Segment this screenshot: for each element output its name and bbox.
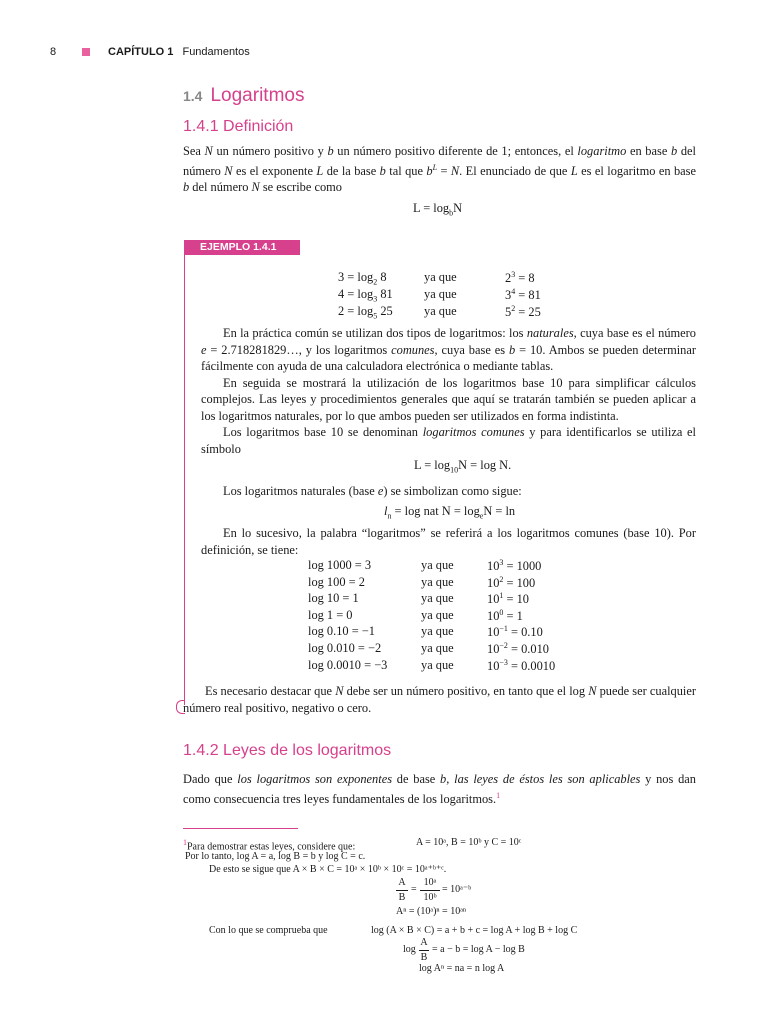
footnote-line-7-log: log [403, 944, 416, 955]
footnote-line-6-right: log (A × B × C) = a + b + c = log A + log B + log C [371, 925, 578, 936]
footnote-line-6: Con lo que se comprueba que [209, 925, 328, 936]
log-row-power: $10^2 = 100$ [487, 574, 536, 590]
log-row-power: $10^1 = 10$ [487, 591, 529, 607]
sucesivo-paragraph: En lo sucesivo, la palabra “logaritmos” se referirá a los logaritmos comunes (base 10). Por definición, se tiene: [201, 526, 696, 557]
chapter-title: Fundamentos [182, 46, 250, 58]
subsection-title: Definición [223, 118, 294, 135]
example-badge: EJEMPLO 1.4.1 [184, 240, 300, 255]
log-row-lhs: log 0.0010 = −3 [308, 657, 388, 672]
subsection2-number: 1.4.2 [183, 742, 219, 759]
footnote-line-2: Por lo tanto, log A = a, log B = b y log C = c. [185, 851, 366, 862]
section-title: Logaritmos [210, 85, 305, 106]
log-row-power: $10^{-1} = 0.10$ [487, 624, 543, 640]
example-row-yaque: ya que [424, 287, 457, 301]
log-row-yaque: ya que [421, 607, 454, 622]
log-row-lhs: log 0.10 = −1 [308, 624, 375, 639]
footnote-line-1-right: A = 10ᵃ, B = 10ᵇ y C = 10ᶜ [416, 837, 522, 848]
laws-paragraph: Dado que los logaritmos son exponentes de base b, las leyes de éstos les son aplicables y nos dan como consecuencia tres leyes fundamentales de los logaritmos.$^1$ [183, 772, 696, 806]
log-row-yaque: ya que [421, 558, 454, 572]
footnote-line-5: Aⁿ = (10ᵃ)ⁿ = 10ᵃⁿ [396, 906, 467, 917]
footnote-fraction-ab: A B [396, 876, 408, 905]
definition-formula: $L = \log_bN$ [413, 201, 463, 218]
common-log-formula: $L = \log_{10}N = \log N$. [414, 458, 512, 475]
example-row-power: $5^2 = 25$ [505, 304, 541, 320]
header-square-icon [82, 48, 90, 56]
natural-log-formula: $l_n = \log$ nat $N = \log_eN = \ln$ [384, 504, 516, 521]
log-row-yaque: ya que [421, 591, 454, 606]
log-row-lhs: log 1000 = 3 [308, 558, 372, 572]
example-row-lhs: $4 = \log_3 81$ [338, 287, 393, 304]
footnote-line-8: log Aⁿ = na = n log A [419, 963, 505, 974]
base10-paragraph: En seguida se mostrará la utilización de los logaritmos base 10 para simplificar cálculos complejos. Las leyes y procedimientos generales que aquí se tratarán también se pueden aplicar a los logaritmos naturales, por lo que ambos pueden ser utilizados en forma indistinta. [201, 375, 696, 423]
footnote-rule [183, 828, 298, 829]
subsection-heading-1 [183, 118, 293, 136]
log-row-power: $10^0 = 1$ [487, 607, 523, 623]
definition-paragraph: Sea N un número positivo y b un número positivo diferente de 1; entonces, el logaritmo en base b del número N es el exponente L de la base b tal que $b^L = N$. El enunciado de que L es el logaritmo en base b del número N se escribe como [183, 144, 696, 195]
subsection-number: 1.4.1 [183, 118, 219, 135]
practice-paragraph: En la práctica común se utilizan dos tipos de logaritmos: los naturales, cuya base es el número e = 2.718281829…, y los logaritmos comunes, cuya base es b = 10. Ambos se pueden determinar fácilmente con ayuda de una calculadora electrónica o mediante tablas. En seguida se mostrará la utilización de los logaritmos base 10 para simplificar cálculos complejos. Las leyes y procedimientos generales que aquí se tratarán también se pueden aplicar a los logaritmos naturales, por lo que ambos pueden ser utilizados en forma indistinta. Los logaritmos base 10 se denominan logaritmos comunes y para identificarlos se utiliza el símbolo [201, 326, 697, 456]
subsection2-title: Leyes de los logaritmos [223, 742, 392, 759]
footnote-fraction-ab-2: A B [420, 937, 428, 963]
example-row-yaque: ya que [424, 304, 457, 318]
log-row-power: $10^{-2} = 0.010$ [487, 641, 549, 657]
log-row-yaque: ya que [421, 657, 454, 672]
log-row-lhs: log 0.010 = −2 [308, 641, 382, 655]
example-row-power: $2^3 = 8$ [505, 270, 535, 286]
example-row-power: $3^4 = 81$ [505, 287, 541, 303]
log-row-yaque: ya que [421, 641, 454, 655]
footnote-line-1: $^1$Para demostrar estas leyes, considere que: [183, 838, 356, 853]
log-row-power: $10^{-3} = 0.0010$ [487, 657, 556, 673]
log-row-power: $10^3 = 1000$ [487, 558, 542, 574]
example-row-yaque: ya que [424, 270, 457, 284]
log-row-lhs: log 100 = 2 [308, 574, 365, 589]
footnote-fraction-result: = 10ᵃ⁻ᵇ [442, 884, 472, 895]
footnote-line-7-right: = a − b = log A − log B [432, 944, 525, 955]
example-bracket-line [184, 255, 185, 705]
chapter-header [108, 46, 250, 58]
chapter-label: CAPÍTULO 1 [108, 46, 174, 58]
example-row-lhs: $3 = \log_2 8$ [338, 270, 387, 287]
common-log-paragraph: Los logaritmos base 10 se denominan logaritmos comunes y para identificarlos se utiliza el símbolo [201, 425, 697, 456]
footnote-fraction-pow: 10ᵃ 10ᵇ [420, 876, 440, 905]
section-number: 1.4 [183, 88, 203, 104]
footnote-equals: = [411, 884, 417, 895]
section-heading [183, 85, 304, 107]
log-row-lhs: log 10 = 1 [308, 591, 359, 606]
footnote-line-3: De esto se sigue que A × B × C = 10ᵃ × 10ᵇ × 10ᶜ = 10ᵃ⁺ᵇ⁺ᶜ. [209, 864, 447, 875]
positive-paragraph: Es necesario destacar que N debe ser un número positivo, en tanto que el log N puede ser cualquier número real positivo, negativo o cero. [183, 684, 696, 715]
natural-log-paragraph: Los logaritmos naturales (base e) se simbolizan como sigue: [223, 484, 522, 498]
example-row-lhs: $2 = \log_5 25$ [338, 304, 393, 321]
page-number: 8 [50, 46, 57, 58]
subsection-heading-2 [183, 742, 391, 760]
log-row-yaque: ya que [421, 574, 454, 589]
log-row-lhs: log 1 = 0 [308, 607, 353, 622]
log-row-yaque: ya que [421, 624, 454, 639]
